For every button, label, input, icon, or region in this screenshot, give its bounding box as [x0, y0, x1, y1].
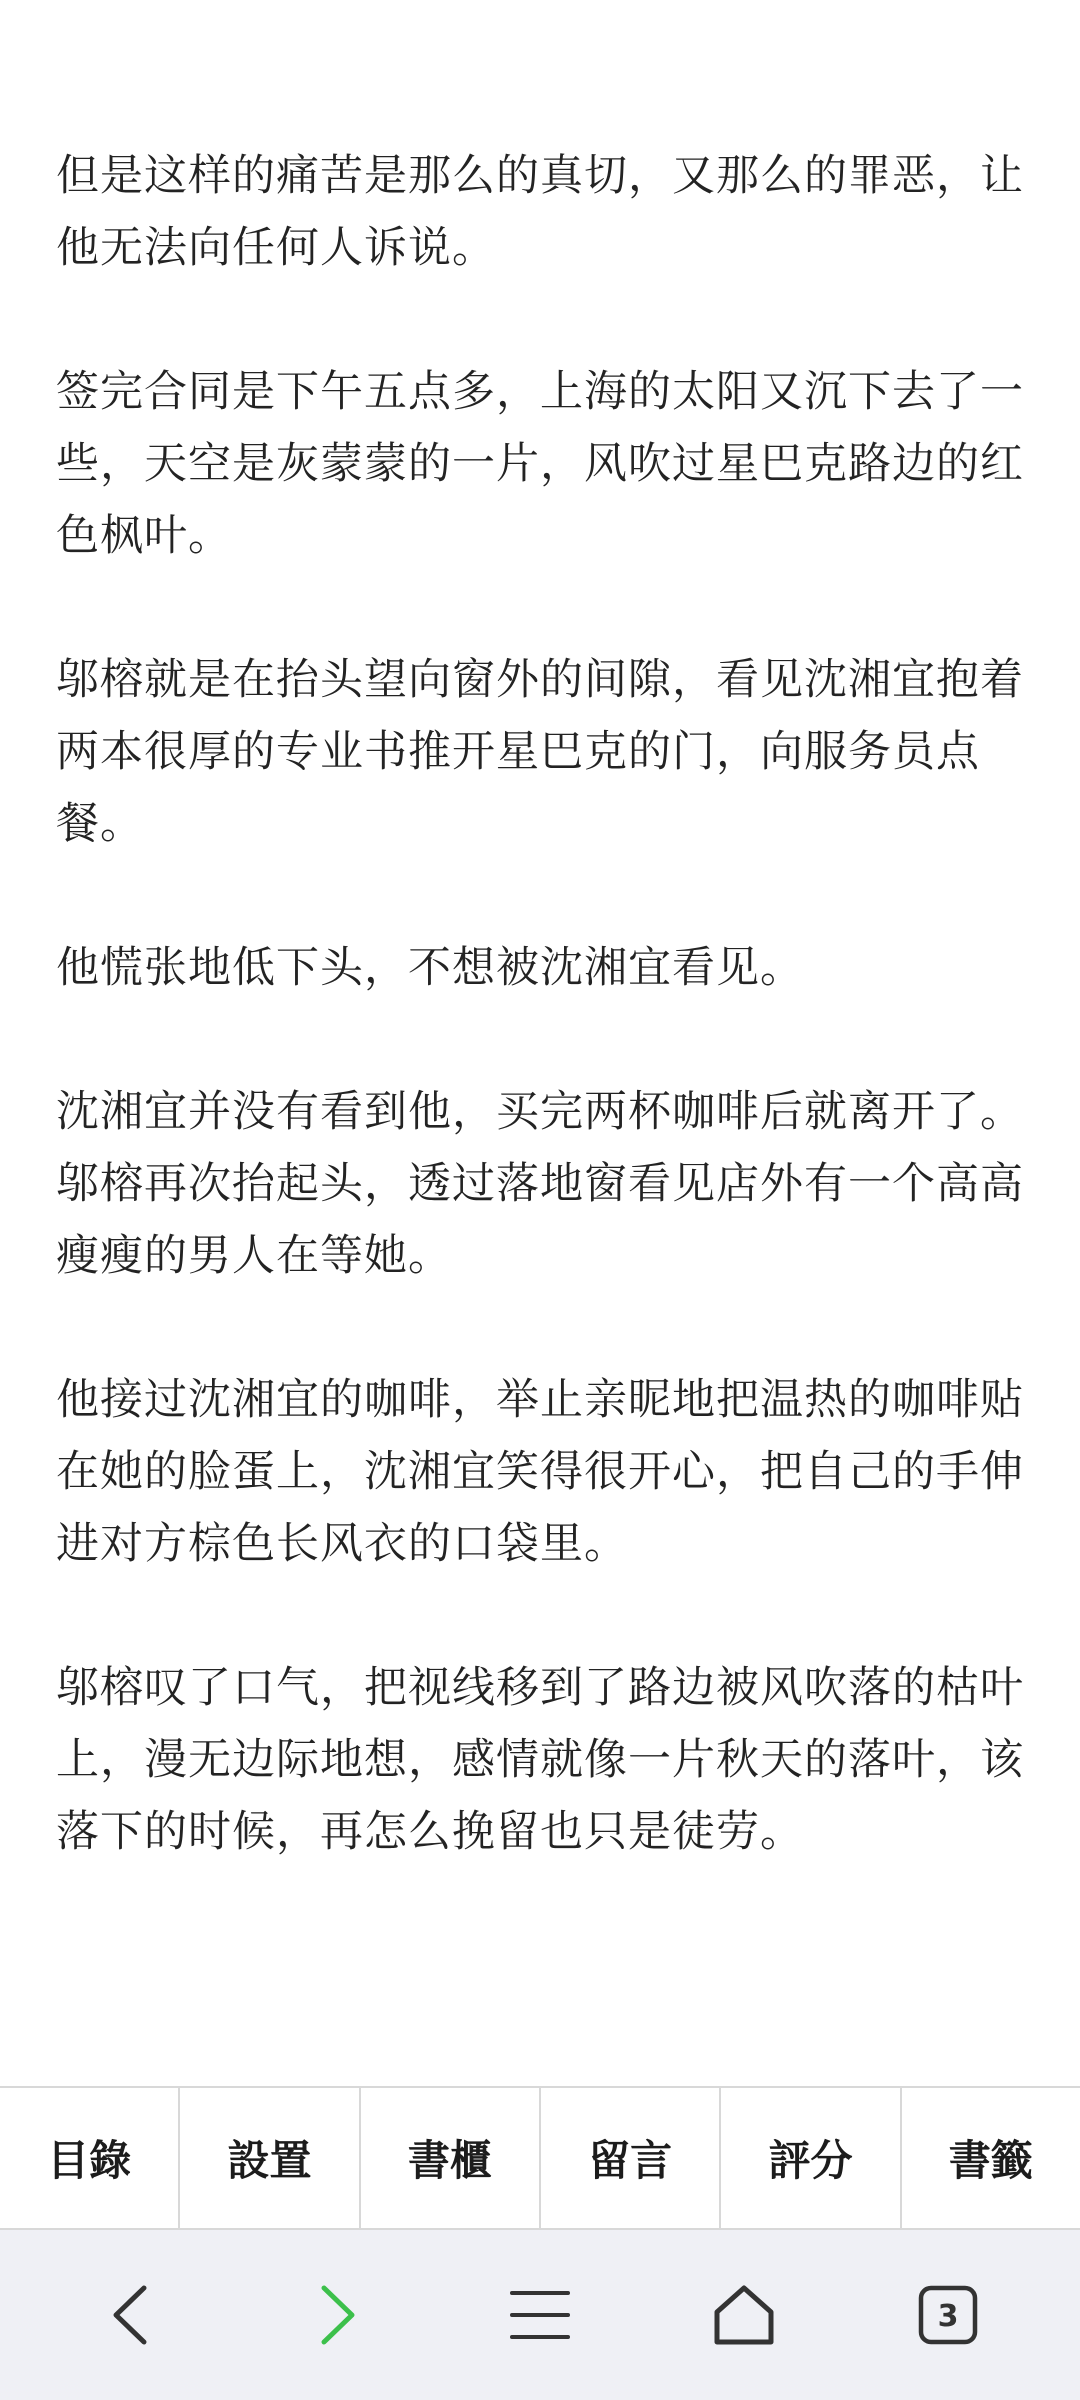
menu-table-of-contents-button[interactable]: 目錄: [0, 2088, 180, 2228]
back-arrow-icon: [102, 2280, 162, 2350]
home-button[interactable]: [689, 2260, 799, 2370]
paragraph: 邬榕就是在抬头望向窗外的间隙，看见沈湘宜抱着两本很厚的专业书推开星巴克的门，向服务员点餐。: [56, 655, 1024, 849]
paragraph: 沈湘宜并没有看到他，买完两杯咖啡后就离开了。邬榕再次抬起头，透过落地窗看见店外有一个高高瘦瘦的男人在等她。: [56, 1087, 1024, 1281]
reader-menu-bar: [0, 2086, 1080, 2230]
paragraph: 签完合同是下午五点多，上海的太阳又沉下去了一些，天空是灰蒙蒙的一片，风吹过星巴克路边的红色枫叶。: [56, 367, 1024, 561]
menu-bookmark-button[interactable]: 書籤: [948, 2136, 1033, 2185]
menu-settings-button[interactable]: 設置: [180, 2088, 360, 2228]
paragraph: 但是这样的痛苦是那么的真切，又那么的罪恶，让他无法向任何人诉说。: [56, 151, 1024, 273]
chapter-text: [56, 140, 1026, 1940]
menu-icon: [508, 2283, 572, 2347]
paragraph: 邬榕叹了口气，把视线移到了路边被风吹落的枯叶上，漫无边际地想，感情就像一片秋天的落叶，该落下的时候，再怎么挽留也只是徒劳。: [56, 1663, 1024, 1857]
home-icon: [709, 2280, 779, 2350]
tab-count: 3: [937, 2299, 959, 2334]
forward-button[interactable]: [281, 2260, 391, 2370]
back-button[interactable]: [77, 2260, 187, 2370]
tabs-icon: [916, 2283, 980, 2347]
tabs-button[interactable]: [893, 2260, 1003, 2370]
menu-rating-button[interactable]: 評分: [721, 2088, 901, 2228]
paragraph: 他慌张地低下头，不想被沈湘宜看见。: [56, 943, 804, 993]
paragraph: 他接过沈湘宜的咖啡，举止亲昵地把温热的咖啡贴在她的脸蛋上，沈湘宜笑得很开心，把自己的手伸进对方棕色长风衣的口袋里。: [56, 1375, 1024, 1569]
menu-button[interactable]: [485, 2260, 595, 2370]
browser-nav-bar: [0, 2230, 1080, 2400]
menu-comment-button[interactable]: 留言: [541, 2088, 721, 2228]
menu-bookshelf-button[interactable]: 書櫃: [361, 2088, 541, 2228]
forward-arrow-icon: [306, 2280, 366, 2350]
